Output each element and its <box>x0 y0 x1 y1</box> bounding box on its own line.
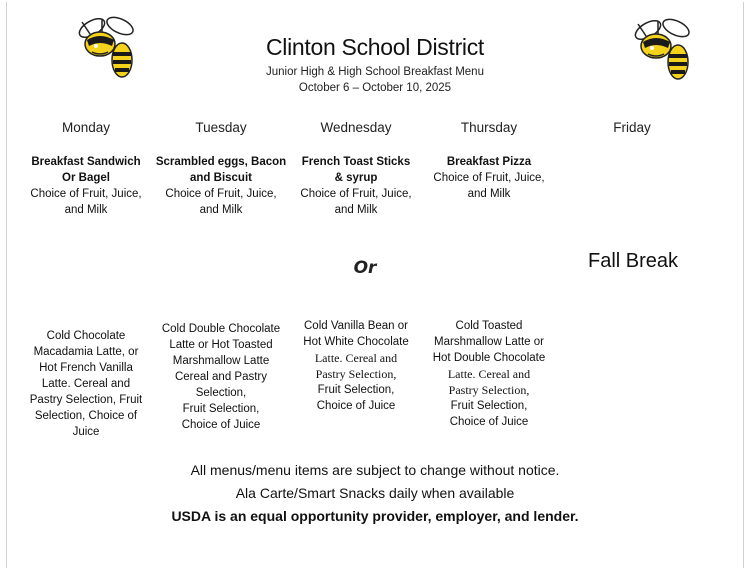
alternate-line: Choice of Juice <box>316 400 396 412</box>
alternate-monday <box>21 328 151 440</box>
breakfast-item: Breakfast Pizza <box>446 156 532 168</box>
breakfast-sides: Choice of Fruit, Juice, <box>30 188 142 200</box>
alternate-line: Cold Vanilla Bean or <box>304 320 408 332</box>
alternate-wednesday <box>291 318 421 414</box>
breakfast-sides: and Milk <box>64 204 108 216</box>
day-header-wednesday: Wednesday <box>320 120 392 135</box>
breakfast-sides: Choice of Fruit, Juice, <box>300 188 412 200</box>
alternate-line: Cold Toasted <box>455 320 523 332</box>
day-header-tuesday: Tuesday <box>195 120 247 135</box>
day-header-thursday: Thursday <box>460 120 518 135</box>
alternate-line: Marshmallow Latte <box>172 355 270 367</box>
alternate-line: Latte or Hot Toasted <box>169 339 273 351</box>
alternate-line: Pastry Selection, <box>315 367 397 381</box>
alternate-line: Cold Double Chocolate <box>161 323 281 335</box>
alternate-line: Hot Double Chocolate <box>432 352 546 364</box>
breakfast-wednesday <box>291 154 421 218</box>
friday-fall-break: Fall Break <box>587 250 679 272</box>
alternate-line: Hot White Chocolate <box>303 336 409 348</box>
or-separator: Or <box>353 258 377 278</box>
breakfast-thursday <box>424 154 554 202</box>
alternate-line: Choice of Juice <box>449 416 529 428</box>
alternate-tuesday <box>155 321 287 433</box>
alternate-line: Latte. Cereal and <box>41 378 131 390</box>
menu-subtitle: Junior High & High School Breakfast Menu <box>266 66 484 78</box>
alternate-line: Macadamia Latte, or <box>33 346 139 358</box>
page-title: Clinton School District <box>265 34 485 60</box>
alternate-line: Cereal and Pastry <box>174 371 268 383</box>
breakfast-sides: Choice of Fruit, Juice, <box>433 172 545 184</box>
alternate-line: Hot French Vanilla <box>39 362 133 374</box>
alternate-line: Choice of Juice <box>181 419 261 431</box>
date-range: October 6 – October 10, 2025 <box>298 82 452 94</box>
day-header-monday: Monday <box>61 120 111 135</box>
alternate-line: Juice <box>72 426 100 438</box>
breakfast-monday <box>21 154 151 218</box>
breakfast-item: Or Bagel <box>62 172 110 184</box>
breakfast-sides: and Milk <box>334 204 378 216</box>
alternate-line: Selection, Choice of <box>34 410 138 422</box>
footer-usda-statement: USDA is an equal opportunity provider, employer, and lender. <box>171 508 579 524</box>
alternate-line: Pastry Selection, Fruit <box>29 394 143 406</box>
breakfast-item: French Toast Sticks <box>301 156 411 168</box>
breakfast-item: & syrup <box>334 172 378 184</box>
breakfast-tuesday <box>155 154 287 218</box>
footer-ala-carte: Ala Carte/Smart Snacks daily when available <box>235 485 515 501</box>
alternate-line: Fruit Selection, <box>450 400 528 412</box>
alternate-thursday <box>424 318 554 430</box>
breakfast-item: Breakfast Sandwich <box>31 156 141 168</box>
breakfast-item: and Biscuit <box>190 172 252 184</box>
alternate-line: Fruit Selection, <box>182 403 260 415</box>
day-header-friday: Friday <box>613 120 651 135</box>
breakfast-sides: Choice of Fruit, Juice, <box>165 188 277 200</box>
alternate-line: Pastry Selection, <box>448 383 530 397</box>
alternate-line: Marshmallow Latte or <box>434 336 544 348</box>
breakfast-sides: and Milk <box>199 204 243 216</box>
breakfast-item: Scrambled eggs, Bacon <box>155 156 287 168</box>
alternate-line: Latte. Cereal and <box>447 367 531 381</box>
alternate-line: Latte. Cereal and <box>314 351 398 365</box>
alternate-line: Selection, <box>195 387 247 399</box>
alternate-line: Cold Chocolate <box>46 330 126 342</box>
footer-disclaimer: All menus/menu items are subject to change without notice. <box>190 462 560 478</box>
alternate-line: Fruit Selection, <box>317 384 395 396</box>
breakfast-sides: and Milk <box>467 188 511 200</box>
